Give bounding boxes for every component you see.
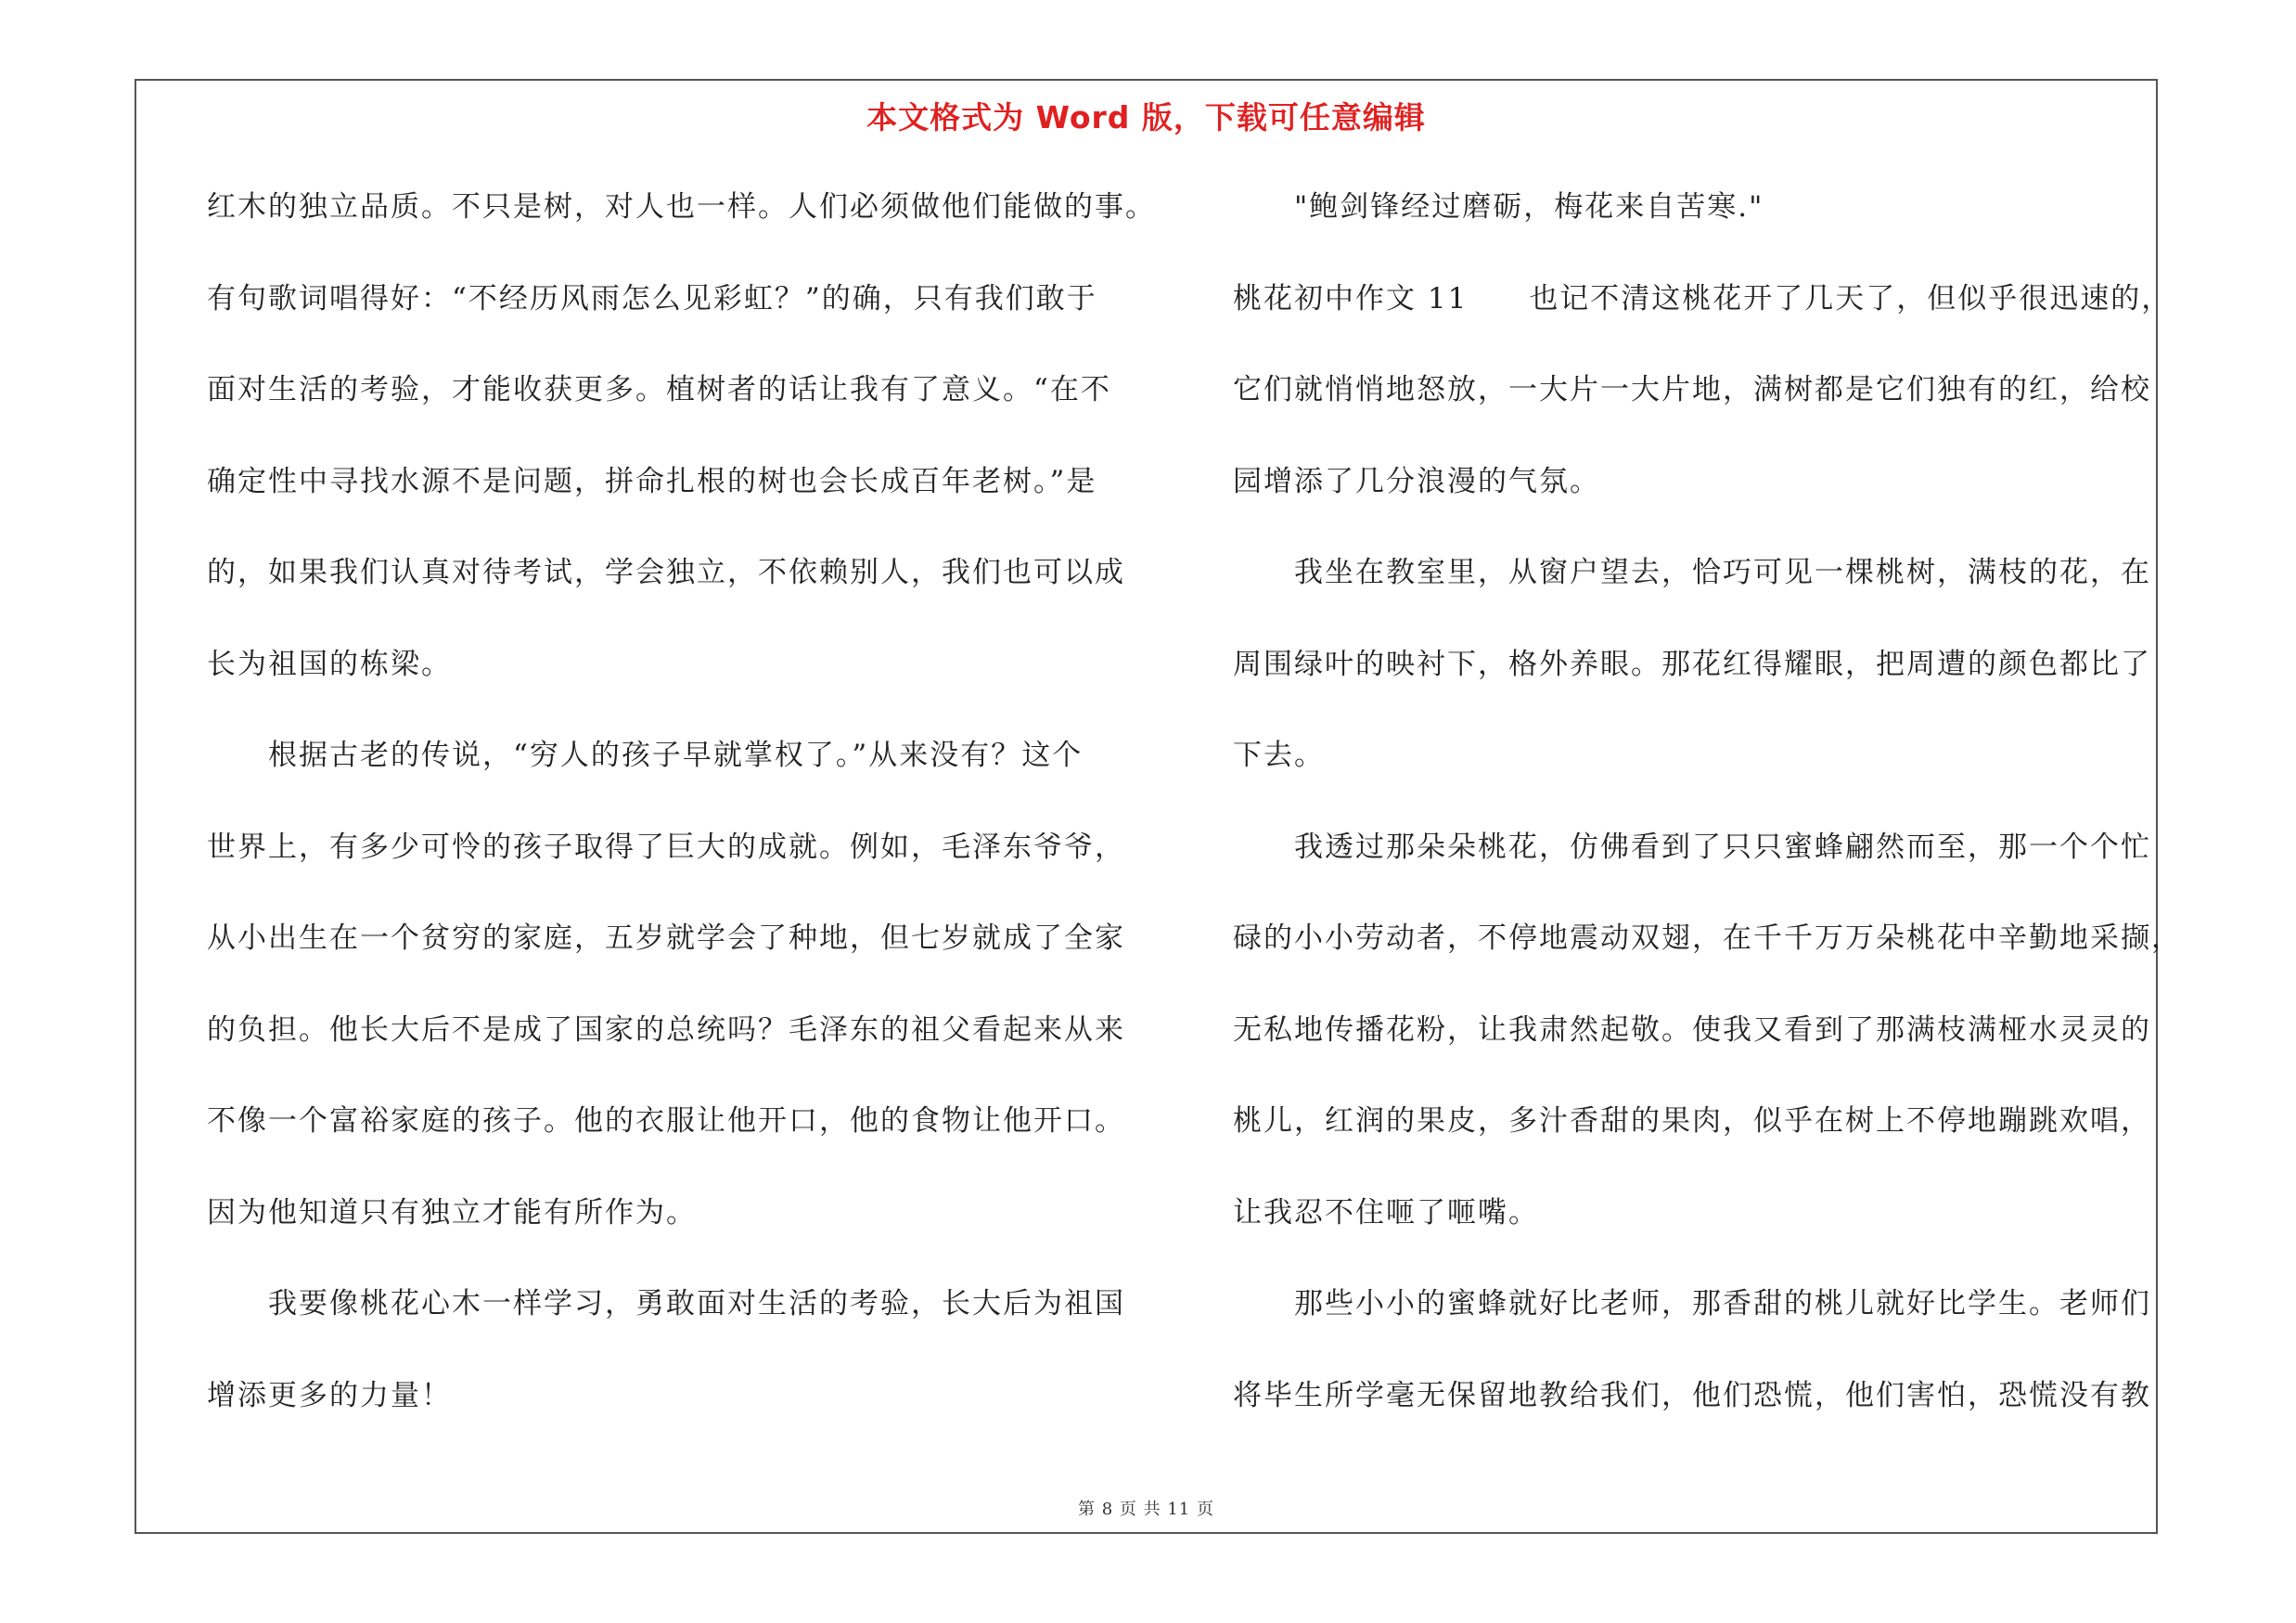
page-number-footer: 第 8 页 共 11 页 — [1078, 1500, 1214, 1519]
essay-heading-continuation: 也记不清这桃花开了几天了，但似乎很迅速的， — [1529, 281, 2173, 316]
text-line: 长为祖国的栋梁。 — [207, 647, 452, 681]
format-banner: 本文格式为 Word 版，下载可任意编辑 — [866, 99, 1426, 135]
paragraph-start-line: 我坐在教室里，从窗户望去，恰巧可见一棵桃树，满枝的花，在 — [1294, 556, 2151, 589]
text-line: 周围绿叶的映衬下，格外养眼。那花红得耀眼，把周遭的颜色都比了 — [1233, 647, 2151, 681]
text-line: 从小出生在一个贫穷的家庭，五岁就学会了种地，但七岁就成了全家 — [207, 921, 1125, 955]
right-column — [1233, 179, 2182, 1459]
paragraph-start-line: 根据古老的传说，“穷人的孩子早就掌权了。”从来没有？这个 — [268, 739, 1084, 772]
left-column — [207, 179, 1156, 1459]
text-line: 下去。 — [1233, 739, 1325, 772]
text-line: 世界上，有多少可怜的孩子取得了巨大的成就。例如，毛泽东爷爷， — [207, 830, 1125, 864]
text-line: 面对生活的考验，才能收获更多。植树者的话让我有了意义。“在不 — [207, 373, 1111, 406]
paragraph-start-line: 我透过那朵朵桃花，仿佛看到了只只蜜蜂翩然而至，那一个个忙 — [1294, 830, 2151, 864]
text-line: 让我忍不住咂了咂嘴。 — [1233, 1195, 1539, 1230]
text-line: 增添更多的力量！ — [207, 1378, 452, 1412]
quote-line: "鲍剑锋经过磨砺，梅花来自苦寒." — [1294, 190, 1764, 224]
paragraph-start-line: 那些小小的蜜蜂就好比老师，那香甜的桃儿就好比学生。老师们 — [1294, 1287, 2151, 1320]
text-line: 有句歌词唱得好：“不经历风雨怎么见彩虹？”的确，只有我们敢于 — [207, 281, 1097, 316]
text-line: 园增添了几分浪漫的气氛。 — [1233, 464, 1600, 498]
text-line: 因为他知道只有独立才能有所作为。 — [207, 1195, 697, 1230]
text-line: 的负担。他长大后不是成了国家的总统吗？毛泽东的祖父看起来从来 — [207, 1012, 1125, 1047]
text-line: 不像一个富裕家庭的孩子。他的衣服让他开口，他的食物让他开口。 — [207, 1104, 1125, 1138]
text-line: 碌的小小劳动者，不停地震动双翅，在千千万万朵桃花中辛勤地采撷， — [1233, 921, 2182, 955]
text-line: 它们就悄悄地怒放，一大片一大片地，满树都是它们独有的红，给校 — [1233, 373, 2151, 406]
text-line: 无私地传播花粉，让我肃然起敬。使我又看到了那满枝满桠水灵灵的 — [1233, 1012, 2151, 1047]
text-line: 的，如果我们认真对待考试，学会独立，不依赖别人，我们也可以成 — [207, 556, 1125, 589]
text-line: 红木的独立品质。不只是树，对人也一样。人们必须做他们能做的事。 — [207, 190, 1156, 224]
text-line: 确定性中寻找水源不是问题，拼命扎根的树也会长成百年老树。”是 — [207, 464, 1097, 498]
page-frame — [135, 79, 2182, 1534]
paragraph-start-line: 我要像桃花心木一样学习，勇敢面对生活的考验，长大后为祖国 — [268, 1287, 1125, 1320]
text-line: 将毕生所学毫无保留地教给我们，他们恐慌，他们害怕，恐慌没有教 — [1233, 1378, 2151, 1412]
essay-heading: 桃花初中作文 11 — [1233, 281, 1469, 316]
text-line: 桃儿，红润的果皮，多汁香甜的果肉，似乎在树上不停地蹦跳欢唱， — [1233, 1104, 2151, 1138]
essay-heading-line — [1233, 271, 2173, 363]
